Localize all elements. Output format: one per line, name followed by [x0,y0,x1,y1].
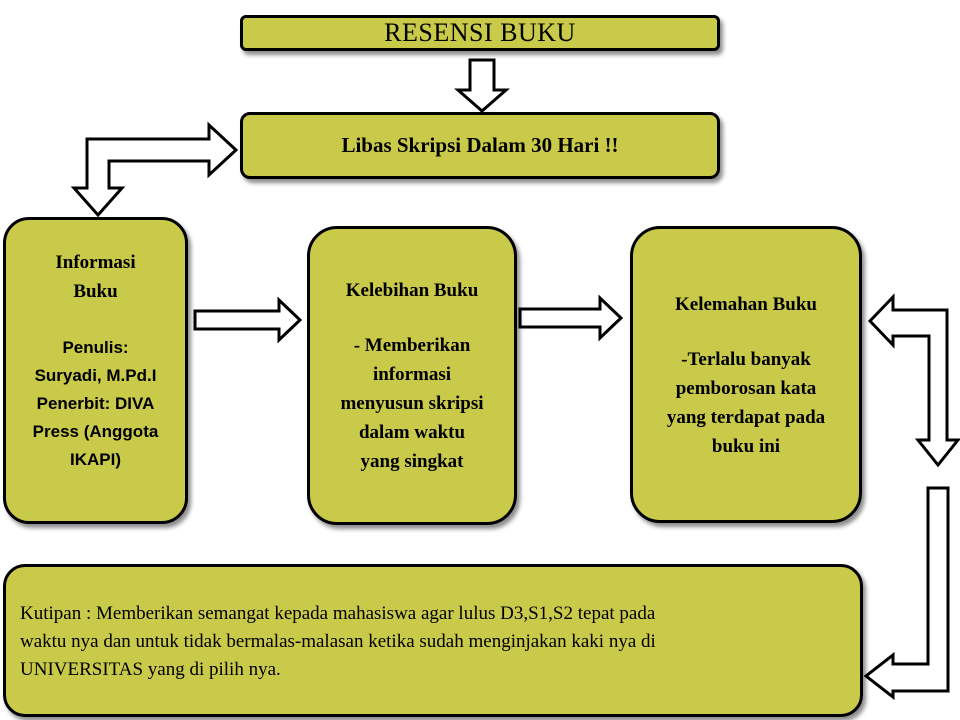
book-info-detail-line: Suryadi, M.Pd.I [34,366,157,385]
right-arrow-info-to-strengths [195,300,300,340]
strengths-title: Kelebihan Buku [345,280,479,301]
strengths-line: menyusun skripsi [340,393,484,414]
quote-line: waktu nya dan untuk tidak bermalas-malasan ketika sudah menginjakan kaki nya di [20,631,656,652]
bent-arrow-into-quote [866,488,948,697]
book-info-detail-line: Press (Anggota [32,422,159,441]
weaknesses-box [630,226,862,523]
bent-arrow-weaknesses-down [870,297,958,465]
book-title-text: Libas Skripsi Dalam 30 Hari !! [341,133,619,157]
right-arrow-strengths-to-weaknesses [520,298,621,338]
book-info-box [3,217,188,524]
weaknesses-title: Kelemahan Buku [674,294,817,315]
book-info-title-line: Buku [73,281,118,302]
quote-line: UNIVERSITAS yang di pilih nya. [20,659,281,680]
book-info-title [6,248,185,306]
strengths-body [310,331,514,476]
weaknesses-line: yang terdapat pada [666,407,826,428]
book-title-box [240,112,720,179]
down-arrow-title-to-subtitle [458,60,506,111]
title-text: RESENSI BUKU [384,18,576,47]
strengths-line: - Memberikan [353,335,471,356]
weaknesses-line: -Terlalu banyak [681,349,811,370]
strengths-line: yang singkat [360,451,464,472]
book-info-detail-line: Penulis: [62,338,129,357]
title-box [240,15,720,51]
strengths-line: dalam waktu [358,422,466,443]
book-info-detail-line: Penerbit: DIVA [36,394,155,413]
weaknesses-line: buku ini [711,436,781,457]
strengths-line: informasi [372,364,452,385]
strengths-box [307,226,517,525]
book-info-detail-line: IKAPI) [70,450,121,469]
weaknesses-line: pemborosan kata [675,378,817,399]
book-info-title-line: Informasi [55,252,136,273]
bent-arrow-subtitle-to-info [74,125,236,215]
book-info-details [6,334,185,474]
quote-box [3,564,863,717]
quote-line: Kutipan : Memberikan semangat kepada mahasiswa agar lulus D3,S1,S2 tepat pada [20,603,656,624]
weaknesses-body [633,345,859,461]
